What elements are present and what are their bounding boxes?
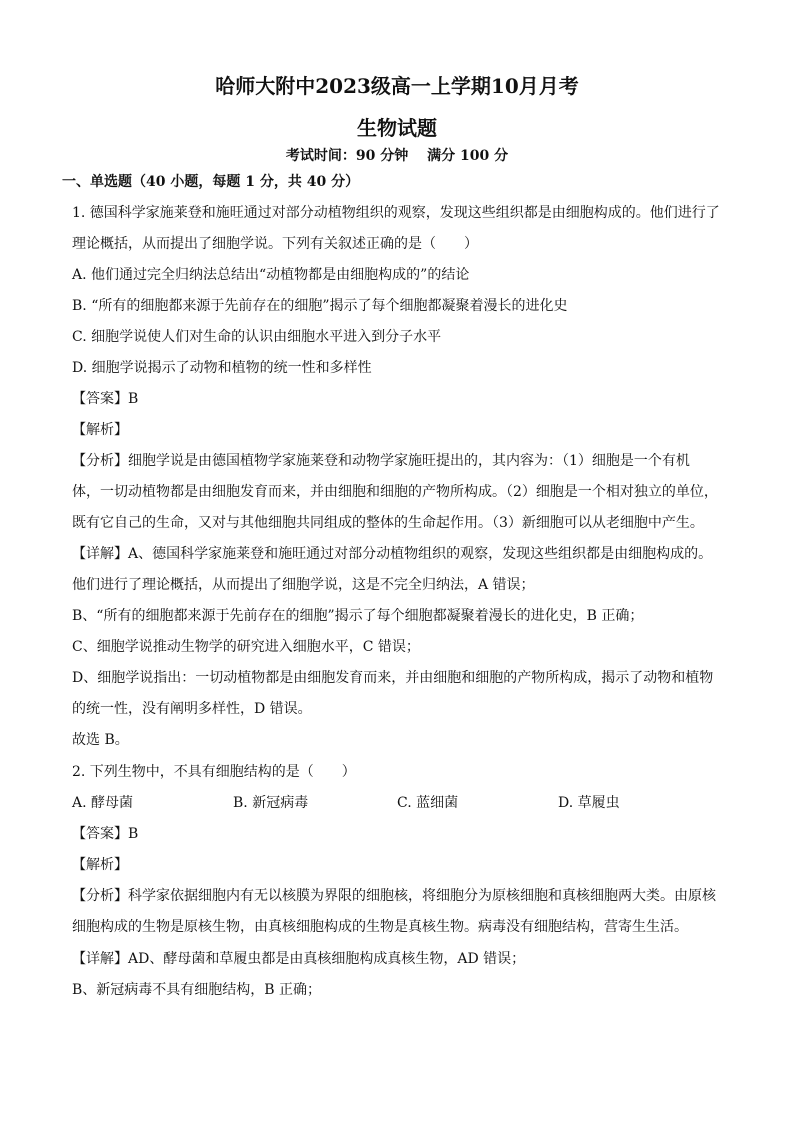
q2-detail-line-1: 【详解】AD、酵母菌和草履虫都是由真核细胞构成真核生物，AD 错误； — [72, 951, 526, 967]
q2-option-b: B. 新冠病毒 — [233, 795, 309, 811]
q2-stem: 2. 下列生物中，不具有细胞结构的是（ ） — [72, 764, 356, 780]
exam-info: 考试时间：90 分钟 满分 100 分 — [285, 148, 509, 164]
q1-option-c: C. 细胞学说使人们对生命的认识由细胞水平进入到分子水平 — [72, 329, 442, 345]
q1-detail-line-3: B、“所有的细胞都来源于先前存在的细胞”揭示了每个细胞都凝聚着漫长的进化史，B 正确； — [72, 608, 644, 624]
exam-title: 哈师大附中2023级高一上学期10月月考 — [215, 74, 579, 98]
q1-detail-line-5: D、细胞学说指出：一切动植物都是由细胞发育而来，并由细胞和细胞的产物所构成，揭示了动物和植物 — [72, 670, 714, 686]
q1-fenxi-line-3: 既有它自己的生命，又对与其他细胞共同组成的整体的生命起作用。（3）新细胞可以从老细胞中产生。 — [72, 515, 704, 531]
q2-answer: 【答案】B — [72, 826, 139, 842]
q2-fenxi-line-2: 细胞构成的生物是原核生物，由真核细胞构成的生物是真核生物。病毒没有细胞结构，营寄生生活。 — [72, 919, 688, 935]
q2-fenxi-line-1: 【分析】科学家依据细胞内有无以核膜为界限的细胞核，将细胞分为原核细胞和真核细胞两大类。由原核 — [72, 888, 716, 904]
q1-option-b: B. “所有的细胞都来源于先前存在的细胞”揭示了每个细胞都凝聚着漫长的进化史 — [72, 298, 568, 314]
q2-analysis-heading: 【解析】 — [72, 857, 128, 873]
q1-detail-line-1: 【详解】A、德国科学家施莱登和施旺通过对部分动植物组织的观察，发现这些组织都是由细胞构成的。 — [72, 546, 713, 562]
q2-option-d: D. 草履虫 — [558, 795, 620, 811]
q1-detail-line-6: 的统一性，没有阐明多样性，D 错误。 — [72, 701, 312, 717]
q1-fenxi-line-2: 体，一切动植物都是由细胞发育而来，并由细胞和细胞的产物所构成。（2）细胞是一个相对独立的单位， — [72, 484, 718, 500]
subject-title: 生物试题 — [357, 116, 437, 140]
q2-option-a: A. 酵母菌 — [72, 795, 134, 811]
q1-detail-line-4: C、细胞学说推动生物学的研究进入细胞水平，C 错误； — [72, 639, 420, 655]
q2-detail-line-2: B、新冠病毒不具有细胞结构，B 正确； — [72, 982, 322, 998]
q1-option-d: D. 细胞学说揭示了动物和植物的统一性和多样性 — [72, 360, 372, 376]
q1-conclusion: 故选 B。 — [72, 732, 129, 748]
q1-option-a: A. 他们通过完全归纳法总结出“动植物都是由细胞构成的”的结论 — [72, 267, 470, 283]
q1-fenxi-line-1: 【分析】细胞学说是由德国植物学家施莱登和动物学家施旺提出的，其内容为：（1）细胞是一个有机 — [72, 453, 690, 469]
section-heading: 一、单选题（40 小题，每题 1 分，共 40 分） — [62, 174, 360, 190]
q2-option-c: C. 蓝细菌 — [397, 795, 459, 811]
q1-analysis-heading: 【解析】 — [72, 422, 128, 438]
q1-stem-line-2: 理论概括，从而提出了细胞学说。下列有关叙述正确的是（ ） — [72, 236, 478, 252]
q1-stem-line-1: 1. 德国科学家施莱登和施旺通过对部分动植物组织的观察，发现这些组织都是由细胞构成的。他们进行了 — [72, 205, 720, 221]
q1-detail-line-2: 他们进行了理论概括，从而提出了细胞学说，这是不完全归纳法，A 错误； — [72, 577, 535, 593]
q1-answer: 【答案】B — [72, 391, 139, 407]
